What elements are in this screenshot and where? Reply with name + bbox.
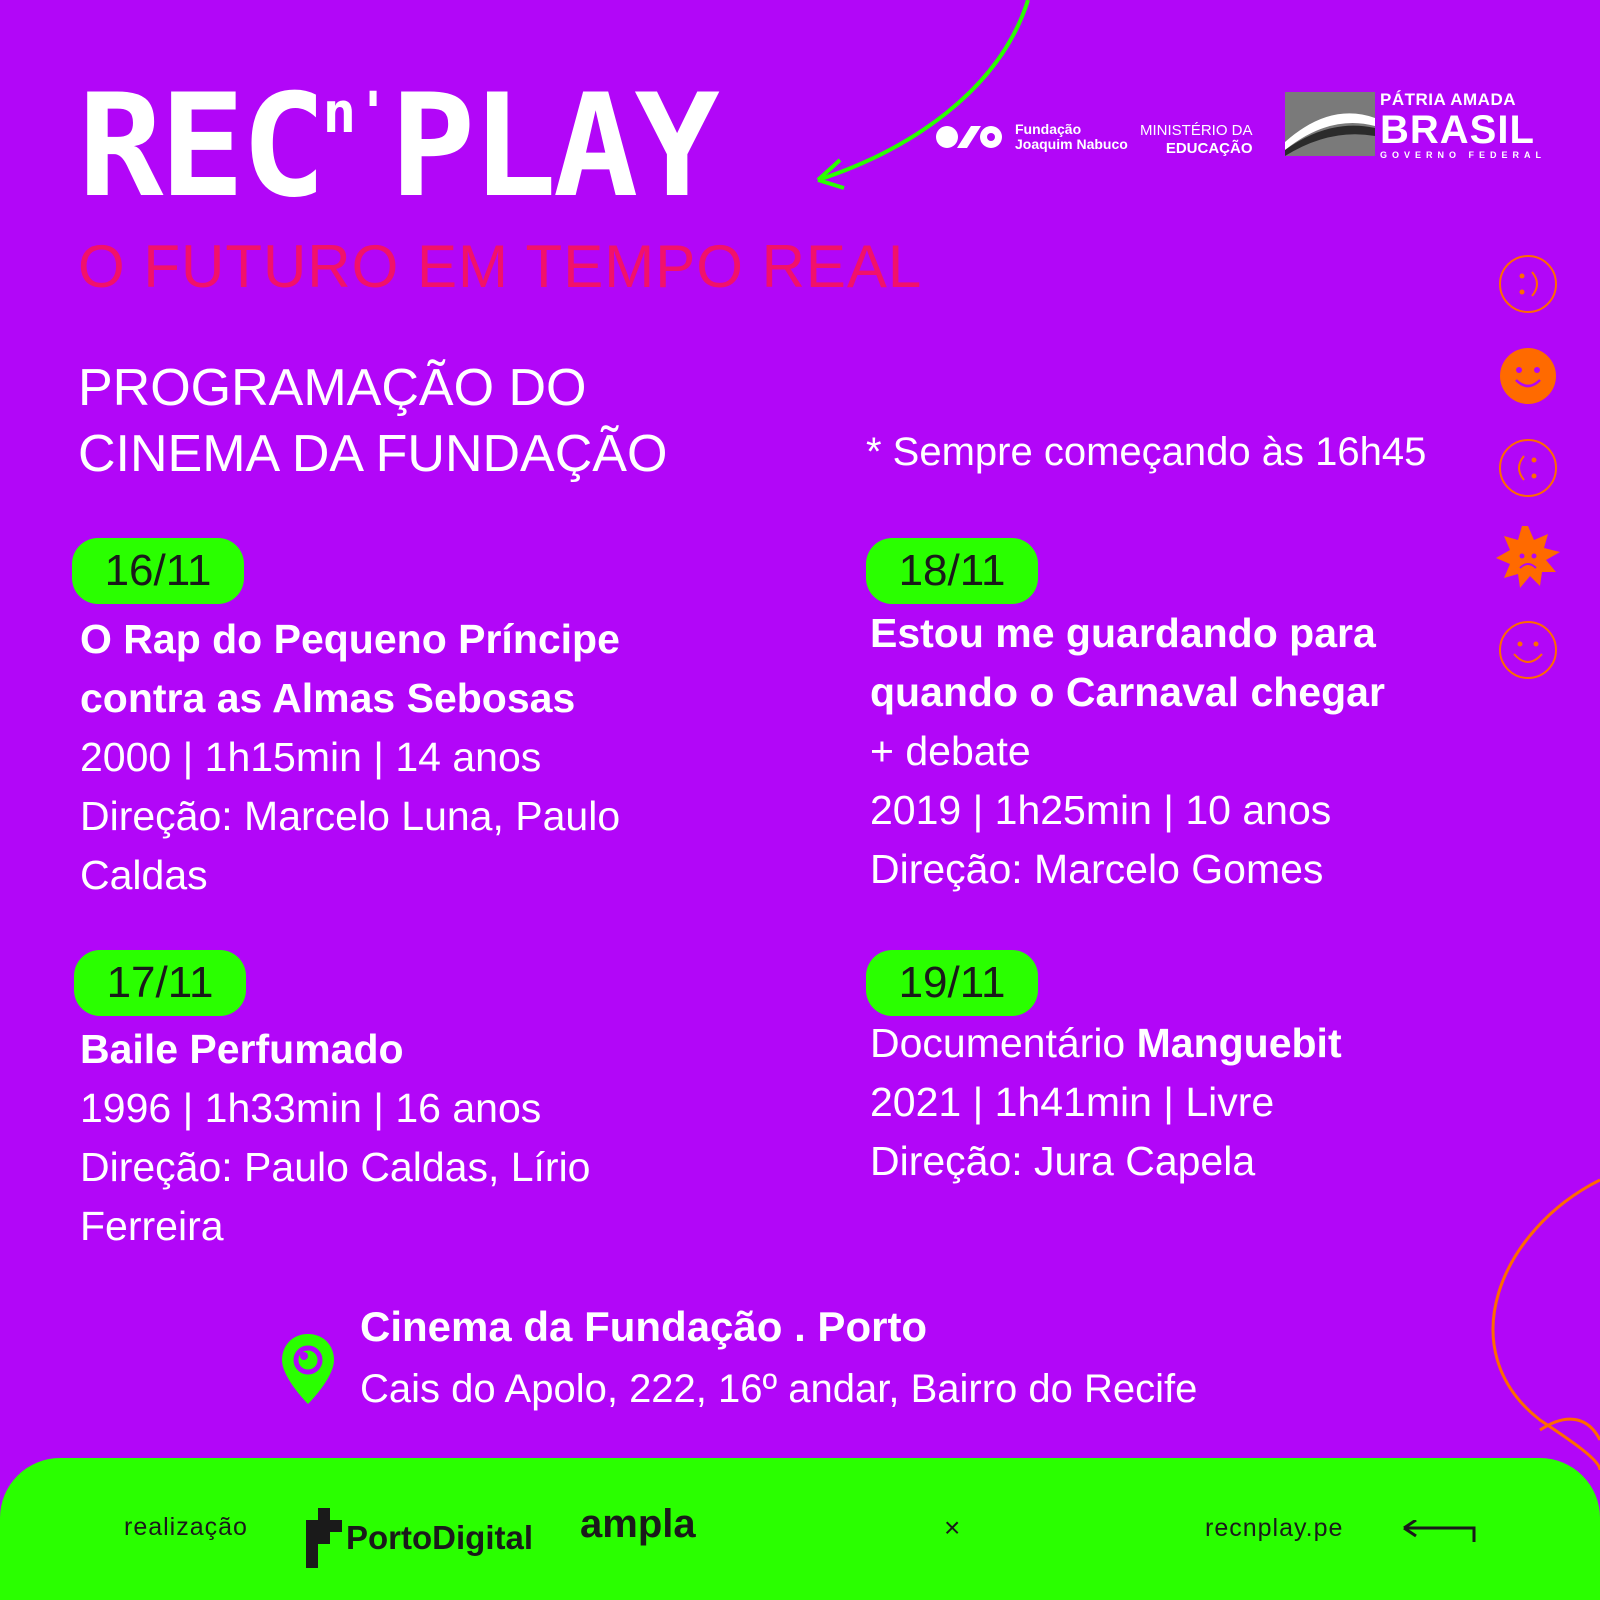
porto-digital-text: PortoDigital (346, 1519, 533, 1556)
location-info (360, 1296, 1197, 1420)
date-badge: 16/11 (72, 538, 244, 604)
event-info: 2019 | 1h25min | 10 anos (870, 787, 1332, 833)
ministerio-educacao-logo (1140, 122, 1253, 158)
footer-bar (0, 1458, 1600, 1600)
patria-line3: GOVERNO FEDERAL (1380, 150, 1547, 160)
start-time-note: * Sempre começando às 16h45 (866, 430, 1427, 474)
ministerio-line1: MINISTÉRIO DA (1140, 122, 1253, 139)
event-direction: Direção: Jura Capela (870, 1138, 1256, 1184)
smiley-icon (1496, 252, 1560, 316)
event-direction: Caldas (80, 852, 208, 898)
orange-curve-decoration (1460, 1170, 1600, 1470)
governo-federal-emblem (1285, 92, 1375, 156)
location-pin-icon (280, 1332, 336, 1406)
event-title: Baile Perfumado (80, 1026, 404, 1072)
fundacao-joaquim-nabuco-logo (935, 122, 1128, 152)
event-title: Manguebit (1136, 1020, 1342, 1066)
tagline: O FUTURO EM TEMPO REAL (78, 233, 923, 300)
event-direction: Direção: Marcelo Gomes (870, 846, 1324, 892)
fundacao-line2: Joaquim Nabuco (1015, 136, 1128, 152)
times-separator: × (944, 1512, 961, 1543)
date-badge: 17/11 (74, 950, 246, 1016)
date-badge: 18/11 (866, 538, 1038, 604)
ministerio-line2: EDUCAÇÃO (1165, 140, 1253, 157)
sun-icon (1496, 526, 1560, 590)
event-direction: Ferreira (80, 1203, 224, 1249)
location-name: Cinema da Fundação . Porto (360, 1303, 928, 1350)
patria-line1: PÁTRIA AMADA (1380, 90, 1517, 109)
arrow-left-icon (1402, 1520, 1478, 1548)
event-item (80, 610, 620, 905)
patria-amada-brasil-logo (1380, 90, 1546, 160)
fundacao-line1: Fundação (1015, 121, 1082, 137)
date-badge: 19/11 (866, 950, 1038, 1016)
heading-line2: CINEMA DA FUNDAÇÃO (78, 425, 668, 483)
site-url[interactable]: recnplay.pe (1205, 1514, 1344, 1542)
event-title: quando o Carnaval chegar (870, 669, 1385, 715)
program-heading (78, 355, 667, 487)
smiley-icon (1496, 344, 1560, 408)
event-direction: Direção: Marcelo Luna, Paulo (80, 793, 621, 839)
event-item (870, 604, 1385, 899)
ampla-logo: ampla (580, 1502, 696, 1546)
heading-line1: PROGRAMAÇÃO DO (78, 359, 587, 417)
porto-digital-icon (306, 1508, 342, 1568)
event-direction: Direção: Paulo Caldas, Lírio (80, 1144, 591, 1190)
green-arrow-decoration (780, 0, 1040, 200)
event-item (80, 1020, 590, 1256)
realizacao-label: realização (124, 1513, 248, 1541)
smiley-icon (1496, 436, 1560, 500)
event-title: contra as Almas Sebosas (80, 675, 576, 721)
patria-line2: BRASIL (1380, 108, 1535, 152)
smiley-icon (1496, 618, 1560, 682)
event-extra: + debate (870, 728, 1031, 774)
fundacao-icon (935, 122, 1007, 152)
recnplay-logo: $REC^{n'}PLAY$ (78, 64, 716, 229)
event-item (870, 1014, 1342, 1191)
event-title: O Rap do Pequeno Príncipe (80, 616, 620, 662)
event-info: 1996 | 1h33min | 16 anos (80, 1085, 542, 1131)
event-title: Estou me guardando para (870, 610, 1376, 656)
event-info: 2000 | 1h15min | 14 anos (80, 734, 542, 780)
event-prefix: Documentário (870, 1020, 1137, 1066)
event-info: 2021 | 1h41min | Livre (870, 1079, 1275, 1125)
location-address: Cais do Apolo, 222, 16º andar, Bairro do Recife (360, 1367, 1198, 1411)
porto-digital-logo (306, 1508, 533, 1568)
